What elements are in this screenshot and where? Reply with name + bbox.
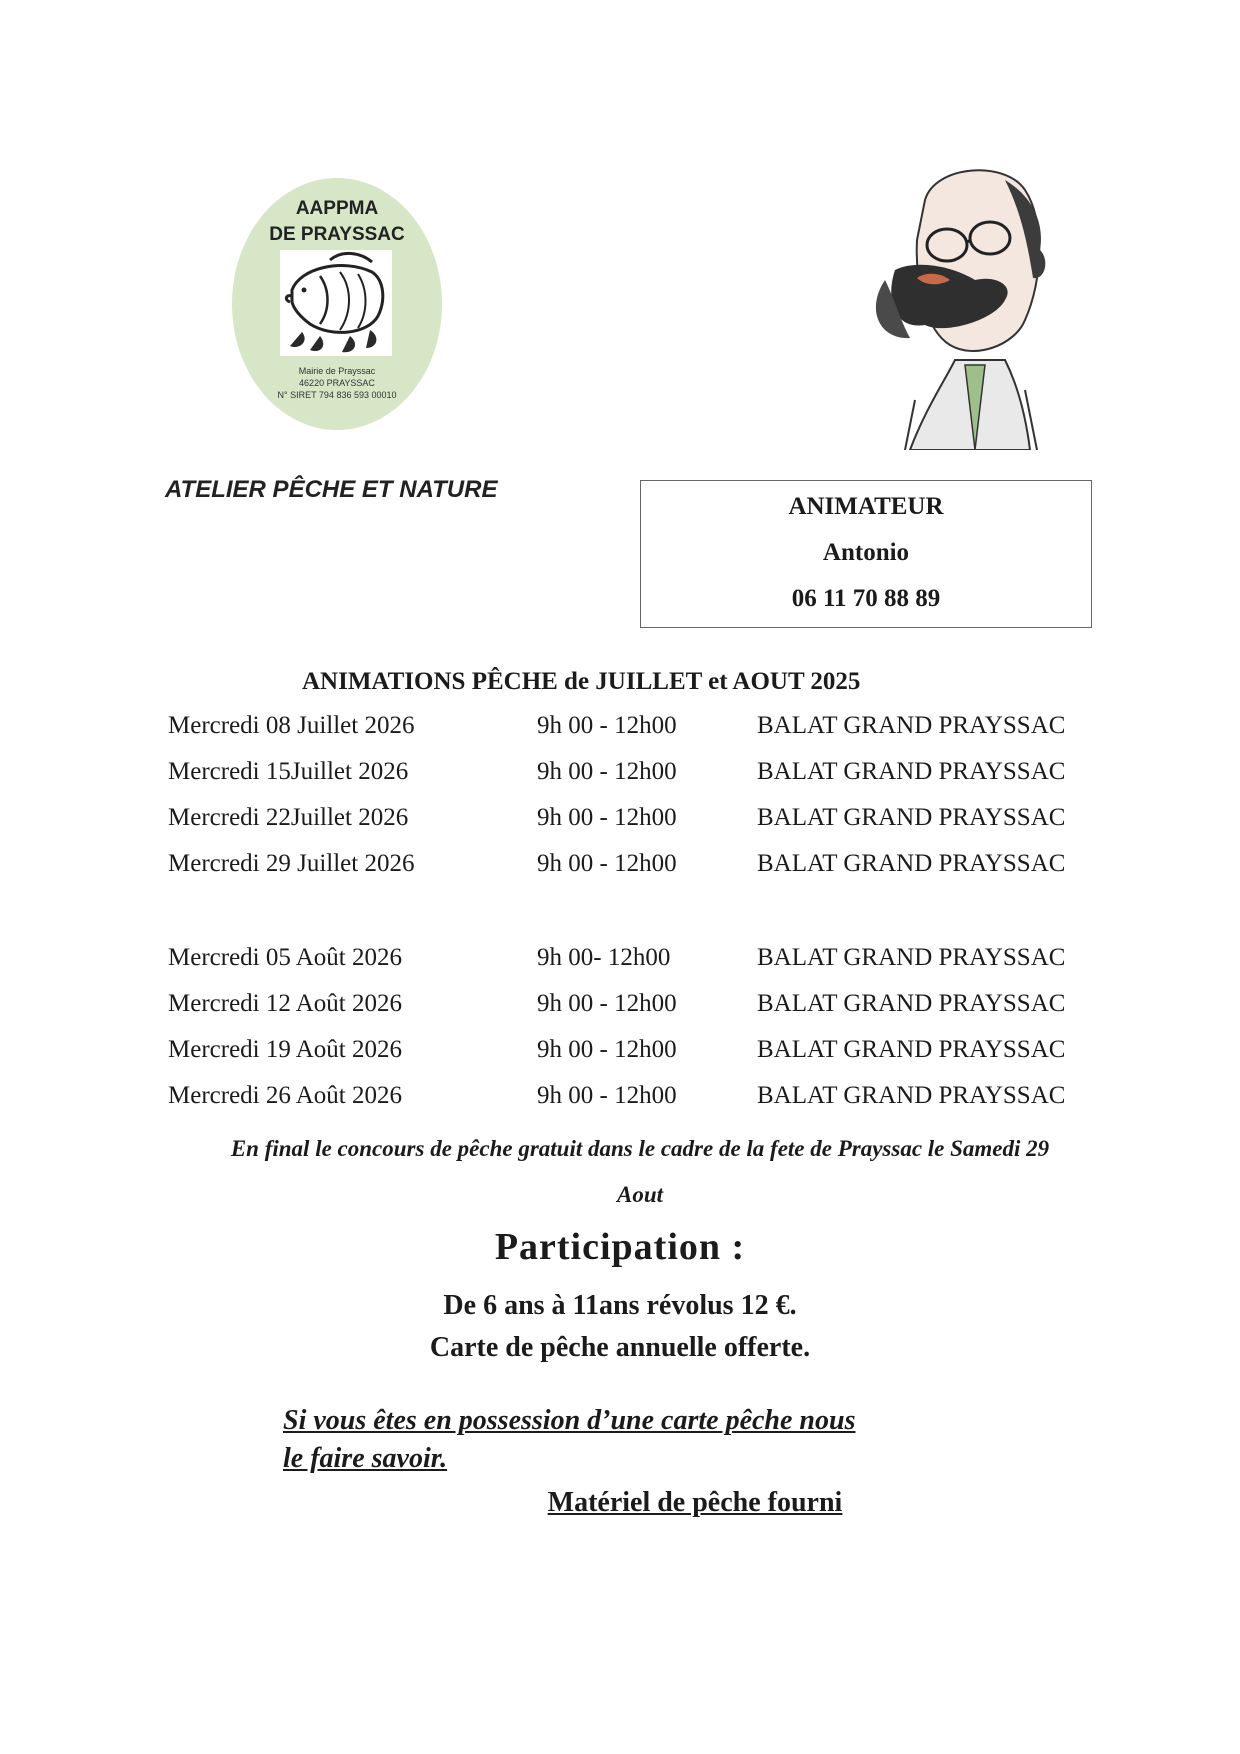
row-time: 9h 00 - 12h00 [537, 712, 677, 739]
participation-price: De 6 ans à 11ans révolus 12 €. [443, 1290, 797, 1321]
row-place: BALAT GRAND PRAYSSAC [757, 990, 1066, 1017]
schedule-row [0, 712, 1240, 748]
row-place: BALAT GRAND PRAYSSAC [757, 758, 1066, 785]
row-date: Mercredi 29 Juillet 2026 [168, 850, 415, 877]
final-note-line-2: Aout [616, 1182, 664, 1207]
row-place: BALAT GRAND PRAYSSAC [757, 944, 1066, 971]
participation-heading: Participation : [494, 1226, 746, 1268]
row-date: Mercredi 19 Août 2026 [168, 1036, 402, 1063]
row-date: Mercredi 12 Août 2026 [168, 990, 402, 1017]
animateur-name: Antonio [822, 539, 910, 566]
schedule-row [0, 1082, 1240, 1118]
schedule-title: ANIMATIONS PÊCHE de JUILLET et AOUT 2025 [302, 668, 861, 695]
atelier-title: ATELIER PÊCHE ET NATURE [165, 476, 498, 503]
logo-address-1: Mairie de Prayssac [298, 366, 376, 376]
materiel-text: Matériel de pêche fourni [547, 1487, 843, 1518]
possession-line-2: le faire savoir. [283, 1443, 448, 1474]
materiel-note [0, 1487, 1240, 1519]
animateur-phone: 06 11 70 88 89 [791, 585, 941, 612]
schedule-row [0, 944, 1240, 980]
logo-siret: N° SIRET 794 836 593 00010 [277, 390, 397, 400]
row-date: Mercredi 08 Juillet 2026 [168, 712, 415, 739]
final-note-line-1: En final le concours de pêche gratuit dans le cadre de la fete de Prayssac le Samedi 29 [230, 1136, 1050, 1161]
row-place: BALAT GRAND PRAYSSAC [757, 712, 1066, 739]
row-time: 9h 00 - 12h00 [537, 1036, 677, 1063]
logo-line-1: AAPPMA [295, 198, 379, 219]
row-time: 9h 00- 12h00 [537, 944, 671, 971]
possession-line-1: Si vous êtes en possession d’une carte pêche nous [283, 1405, 856, 1436]
row-time: 9h 00 - 12h00 [537, 804, 677, 831]
schedule-row [0, 758, 1240, 794]
logo-line-2: DE PRAYSSAC [269, 224, 405, 245]
row-place: BALAT GRAND PRAYSSAC [757, 850, 1066, 877]
animator-caricature [855, 160, 1060, 450]
association-logo [232, 178, 442, 430]
schedule-row [0, 1036, 1240, 1072]
logo-address-2: 46220 PRAYSSAC [299, 378, 375, 388]
schedule-row [0, 990, 1240, 1026]
row-date: Mercredi 05 Août 2026 [168, 944, 402, 971]
possession-note [283, 1402, 1113, 1478]
carp-icon [280, 250, 392, 356]
row-time: 9h 00 - 12h00 [537, 850, 677, 877]
row-time: 9h 00 - 12h00 [537, 1082, 677, 1109]
row-time: 9h 00 - 12h00 [537, 758, 677, 785]
schedule-row [0, 850, 1240, 886]
animateur-box [640, 480, 1092, 628]
animateur-heading: ANIMATEUR [788, 493, 944, 520]
participation-card: Carte de pêche annuelle offerte. [429, 1332, 811, 1363]
row-date: Mercredi 22Juillet 2026 [168, 804, 409, 831]
row-place: BALAT GRAND PRAYSSAC [757, 1036, 1066, 1063]
row-time: 9h 00 - 12h00 [537, 990, 677, 1017]
row-date: Mercredi 15Juillet 2026 [168, 758, 409, 785]
row-date: Mercredi 26 Août 2026 [168, 1082, 402, 1109]
final-contest-note [150, 1126, 1130, 1218]
row-place: BALAT GRAND PRAYSSAC [757, 1082, 1066, 1109]
row-place: BALAT GRAND PRAYSSAC [757, 804, 1066, 831]
schedule-row [0, 804, 1240, 840]
